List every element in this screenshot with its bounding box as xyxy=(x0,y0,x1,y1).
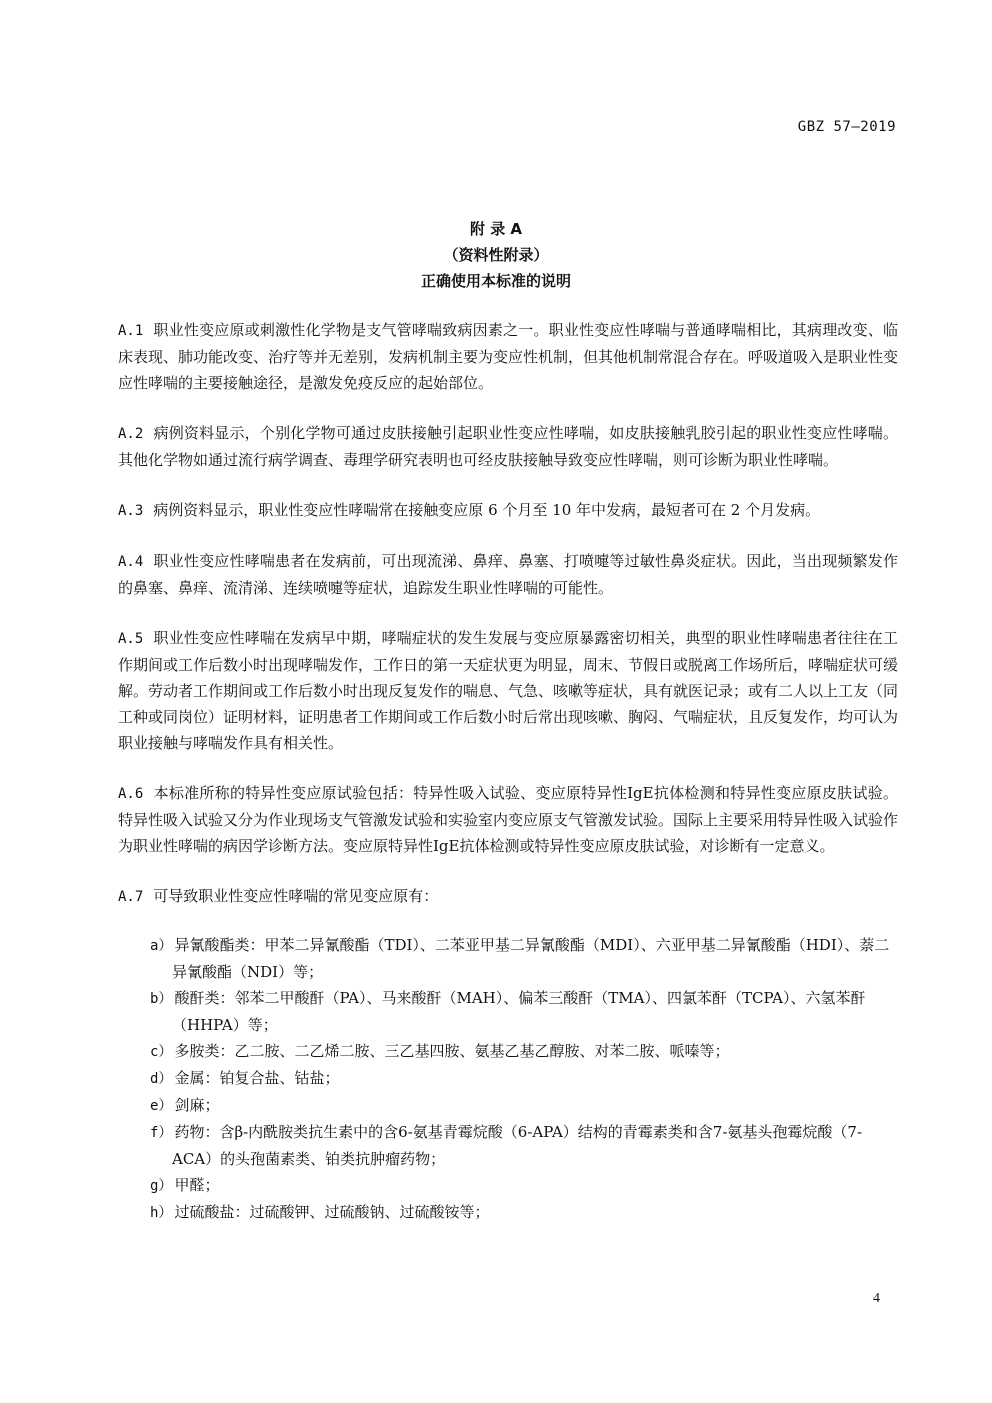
document-body xyxy=(118,317,898,1226)
section-a7 xyxy=(118,883,898,910)
list-item-label: a） xyxy=(150,938,173,954)
appendix-title: 附 录 A xyxy=(469,220,523,238)
list-item-text: 药物：含β-内酰胺类抗生素中的含6-氨基青霉烷酸（6-APA）结构的青霉素类和含7-氨基头孢霉烷酸（7-ACA）的头孢菌素类、铂类抗肿瘤药物； xyxy=(172,1123,863,1168)
page-number: 4 xyxy=(873,1291,880,1306)
section-number: A.4 xyxy=(118,554,144,570)
section-a2 xyxy=(118,420,898,473)
list-item-label: g） xyxy=(150,1178,173,1194)
section-a6 xyxy=(118,780,898,859)
list-item-text: 过硫酸盐：过硫酸钾、过硫酸钠、过硫酸铵等； xyxy=(174,1203,490,1221)
list-item xyxy=(118,1119,898,1172)
list-item xyxy=(118,985,898,1038)
list-item-text: 剑麻； xyxy=(174,1096,220,1114)
list-item-text: 金属：铂复合盐、钴盐； xyxy=(174,1069,340,1087)
list-item xyxy=(118,1038,898,1065)
list-item-label: f） xyxy=(150,1125,173,1141)
appendix-name: 正确使用本标准的说明 xyxy=(420,272,571,290)
appendix-type: （资料性附录） xyxy=(443,246,549,264)
list-item-text: 酸酐类：邻苯二甲酸酐（PA）、马来酸酐（MAH）、偏苯三酸酐（TMA）、四氯苯酐（TCPA）、六氢苯酐（HHPA）等； xyxy=(172,989,866,1034)
allergen-list xyxy=(118,932,898,1226)
list-item-label: c） xyxy=(150,1044,173,1060)
section-a5 xyxy=(118,625,898,756)
list-item-label: h） xyxy=(150,1205,173,1221)
section-text: 职业性变应性哮喘在发病早中期，哮喘症状的发生发展与变应原暴露密切相关，典型的职业性哮喘患者往往在工作期间或工作后数小时出现哮喘发作，工作日的第一天症状更为明显，周末、节假日或脱离工作场所后，哮喘症状可缓解。劳动者工作期间或工作后数小时出现反复发作的喘息、气急、咳嗽等症状，具有就医记录；或有二人以上工友（同工种或同岗位）证明材料，证明患者工作期间或工作后数小时后常出现咳嗽、胸闷、气喘症状，且反复发作，均可认为职业接触与哮喘发作具有相关性。 xyxy=(118,629,899,752)
section-a1 xyxy=(118,317,898,396)
list-item xyxy=(118,1065,898,1092)
section-a4 xyxy=(118,548,898,601)
section-text: 职业性变应原或刺激性化学物是支气管哮喘致病因素之一。职业性变应性哮喘与普通哮喘相比，其病理改变、临床表现、肺功能改变、治疗等并无差别，发病机制主要为变应性机制，但其他机制常混合存在。呼吸道吸入是职业性变应性哮喘的主要接触途径，是激发免疫反应的起始部位。 xyxy=(118,321,899,392)
section-text: 病例资料显示，职业性变应性哮喘常在接触变应原 6 个月至 10 年中发病，最短者可在 2 个月发病。 xyxy=(153,501,821,519)
list-item xyxy=(118,1199,898,1226)
list-item-label: b） xyxy=(150,991,173,1007)
section-text: 职业性变应性哮喘患者在发病前，可出现流涕、鼻痒、鼻塞、打喷嚏等过敏性鼻炎症状。因此，当出现频繁发作的鼻塞、鼻痒、流清涕、连续喷嚏等症状，追踪发生职业性哮喘的可能性。 xyxy=(118,552,898,597)
list-item-text: 多胺类：乙二胺、二乙烯二胺、三乙基四胺、氨基乙基乙醇胺、对苯二胺、哌嗪等； xyxy=(174,1042,730,1060)
section-text: 本标准所称的特异性变应原试验包括：特异性吸入试验、变应原特异性IgE抗体检测和特异性变应原皮肤试验。特异性吸入试验又分为作业现场支气管激发试验和实验室内变应原支气管激发试验。国际上主要采用特异性吸入试验作为职业性哮喘的病因学诊断方法。变应原特异性IgE抗体检测或特异性变应原皮肤试验，对诊断有一定意义。 xyxy=(118,784,899,855)
list-item-text: 异氰酸酯类：甲苯二异氰酸酯（TDI）、二苯亚甲基二异氰酸酯（MDI）、六亚甲基二异氰酸酯（HDI）、萘二异氰酸酯（NDI）等； xyxy=(172,936,890,981)
section-text: 病例资料显示，个别化学物可通过皮肤接触引起职业性变应性哮喘，如皮肤接触乳胶引起的职业性变应性哮喘。其他化学物如通过流行病学调查、毒理学研究表明也可经皮肤接触导致变应性哮喘，则可诊断为职业性哮喘。 xyxy=(118,424,898,469)
section-number: A.7 xyxy=(118,889,144,905)
list-item xyxy=(118,1092,898,1119)
appendix-titles xyxy=(0,216,992,294)
list-item xyxy=(118,932,898,985)
section-number: A.3 xyxy=(118,503,144,519)
section-number: A.5 xyxy=(118,631,144,647)
section-a3 xyxy=(118,497,898,524)
list-item-text: 甲醛； xyxy=(174,1176,220,1194)
list-item-label: d） xyxy=(150,1071,173,1087)
section-number: A.1 xyxy=(118,323,144,339)
section-number: A.2 xyxy=(118,426,144,442)
list-item xyxy=(118,1172,898,1199)
standard-code: GBZ 57—2019 xyxy=(797,119,896,135)
section-text: 可导致职业性变应性哮喘的常见变应原有： xyxy=(153,887,439,905)
list-item-label: e） xyxy=(150,1098,173,1114)
section-number: A.6 xyxy=(118,786,144,802)
